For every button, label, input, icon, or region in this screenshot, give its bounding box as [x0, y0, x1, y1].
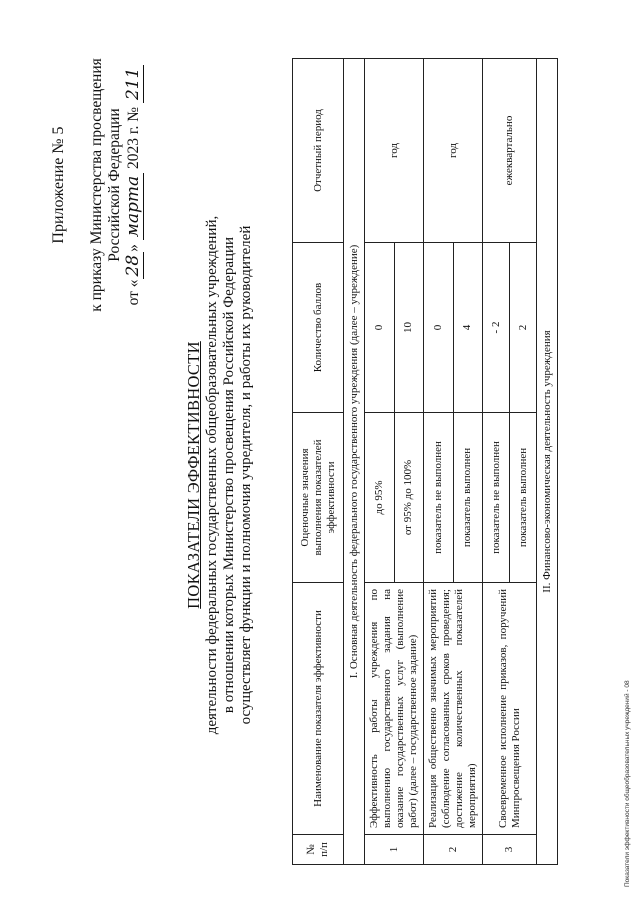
indicators-table: [292, 58, 558, 865]
title-line-1: деятельности федеральных государственных общеобразовательных учреждений,: [204, 215, 220, 735]
date-day: 28: [123, 252, 144, 280]
row-3-period: ежеквартально: [483, 59, 537, 243]
date-mid: »: [125, 244, 142, 252]
row-1-period: год: [365, 59, 424, 243]
order-number: 211: [123, 65, 144, 103]
table-row: [483, 59, 510, 865]
appendix-block: [50, 5, 143, 365]
date-month: марта: [123, 173, 144, 240]
row-3-estimate-2: показатель выполнен: [510, 413, 537, 583]
row-3-num: 3: [483, 835, 537, 865]
title-line-3: осуществляет функции и полномочия учредителя, и работы их руководителей: [238, 225, 254, 725]
row-1-estimate-2: от 95% до 100%: [394, 413, 424, 583]
row-2-name: Реализация общественно значимых мероприятий (соблюдение согласованных сроков проведения; достижение количественных показателей мероприятия): [424, 583, 483, 835]
header-points: Количество баллов: [293, 243, 344, 413]
header-period: Отчетный период: [293, 59, 344, 243]
title-block: [185, 195, 255, 755]
appendix-line-2: Российской Федерации: [106, 108, 123, 262]
row-2-points-1: 0: [424, 243, 454, 413]
row-3-points-2: 2: [510, 243, 537, 413]
section-row: [537, 59, 558, 865]
row-1-points-2: 10: [394, 243, 424, 413]
row-1-name: Эффективность работы учреждения по выполнению государственного задания на оказание государственных услуг (выполнение работ) (далее – государственное задание): [365, 583, 424, 835]
appendix-line-1: к приказу Министерства просвещения: [88, 58, 105, 312]
page-footer: Показатели эффективности общеобразовательных учреждений - 08: [624, 680, 631, 887]
section-1-title: I. Основная деятельность федерального государственного учреждения (далее – учреждение): [344, 59, 365, 865]
appendix-number: Приложение № 5: [50, 126, 67, 244]
row-3-name: Своевременное исполнение приказов, поручений Минпросвещения России: [483, 583, 537, 835]
section-2-title: II. Финансово-экономическая деятельность учреждения: [537, 59, 558, 865]
row-2-num: 2: [424, 835, 483, 865]
row-3-estimate-1: показатель не выполнен: [483, 413, 510, 583]
appendix-date-line: [124, 5, 143, 365]
header-estimate: Оценочные значения выполнения показателей эффективности: [293, 413, 344, 583]
row-2-estimate-1: показатель не выполнен: [424, 413, 454, 583]
table-header-row: [293, 59, 344, 865]
row-2-period: год: [424, 59, 483, 243]
row-1-estimate-1: до 95%: [365, 413, 395, 583]
row-1-points-1: 0: [365, 243, 395, 413]
row-3-points-1: - 2: [483, 243, 510, 413]
section-row: [344, 59, 365, 865]
date-prefix: от «: [125, 279, 142, 306]
row-2-points-2: 4: [453, 243, 483, 413]
row-1-num: 1: [365, 835, 424, 865]
row-2-estimate-2: показатель выполнен: [453, 413, 483, 583]
table-row: [365, 59, 395, 865]
title-line-2: в отношении которых Министерство просвещения Российской Федерации: [221, 236, 237, 714]
table-row: [424, 59, 454, 865]
header-name: Наименование показателя эффективности: [293, 583, 344, 835]
date-year: 2023 г. №: [125, 106, 142, 169]
document-title: ПОКАЗАТЕЛИ ЭФФЕКТИВНОСТИ: [184, 341, 203, 609]
header-num: № п/п: [293, 835, 344, 865]
